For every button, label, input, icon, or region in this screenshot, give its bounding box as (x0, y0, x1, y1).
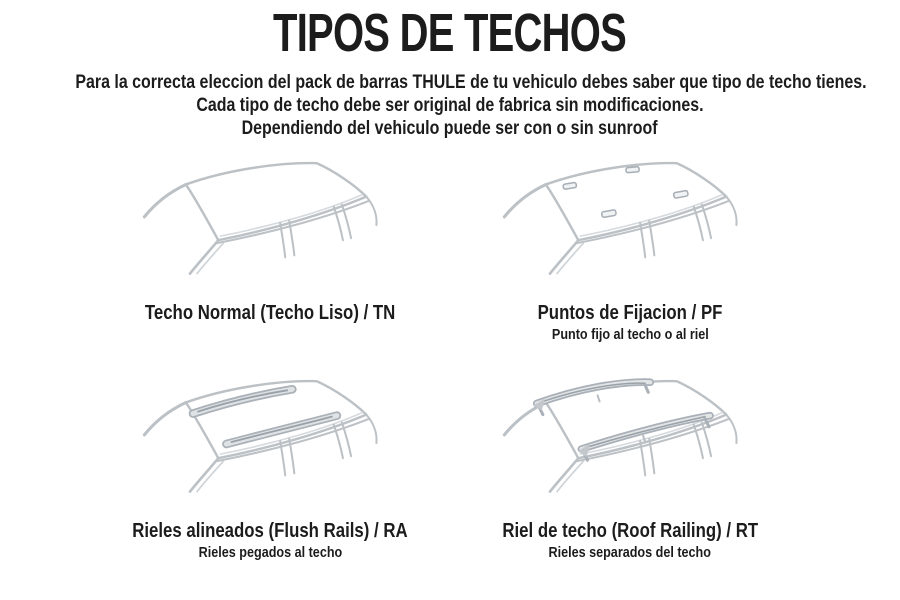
roof-type-sublabel-tn (70, 326, 470, 343)
intro-line-2: Cada tipo de techo debe ser original de fabrica sin modificaciones. (196, 95, 704, 116)
roof-type-label-tn: Techo Normal (Techo Liso) / TN (144, 302, 396, 324)
roof-type-sublabel-rt: Rieles separados del techo (548, 544, 712, 561)
roof-type-card-ra (70, 368, 470, 561)
roof-type-card-tn (70, 150, 470, 343)
raised-rails-roof-icon (470, 368, 790, 520)
flush-rails-roof-icon (110, 368, 430, 520)
intro-text (0, 71, 900, 140)
roof-type-label-pf: Puntos de Fijacion / PF (537, 302, 723, 324)
roof-type-sublabel-pf: Punto fijo al techo o al riel (551, 326, 709, 343)
intro-line-1: Para la correcta eleccion del pack de barras THULE de tu vehiculo debes saber que tipo de techo tienes. (75, 72, 867, 93)
roof-type-label-ra: Rieles alineados (Flush Rails) / RA (132, 520, 408, 542)
fixpoint-roof-icon (470, 150, 790, 302)
roof-type-label-rt: Riel de techo (Roof Railing) / RT (502, 520, 758, 542)
smooth-roof-icon (110, 150, 430, 302)
roof-type-card-rt (430, 368, 830, 561)
roof-type-card-pf (430, 150, 830, 343)
intro-line-3: Dependiendo del vehiculo puede ser con o sin sunroof (242, 118, 658, 139)
roof-type-sublabel-ra: Rieles pegados al techo (198, 544, 342, 561)
page-title: TIPOS DE TECHOS (273, 3, 627, 63)
